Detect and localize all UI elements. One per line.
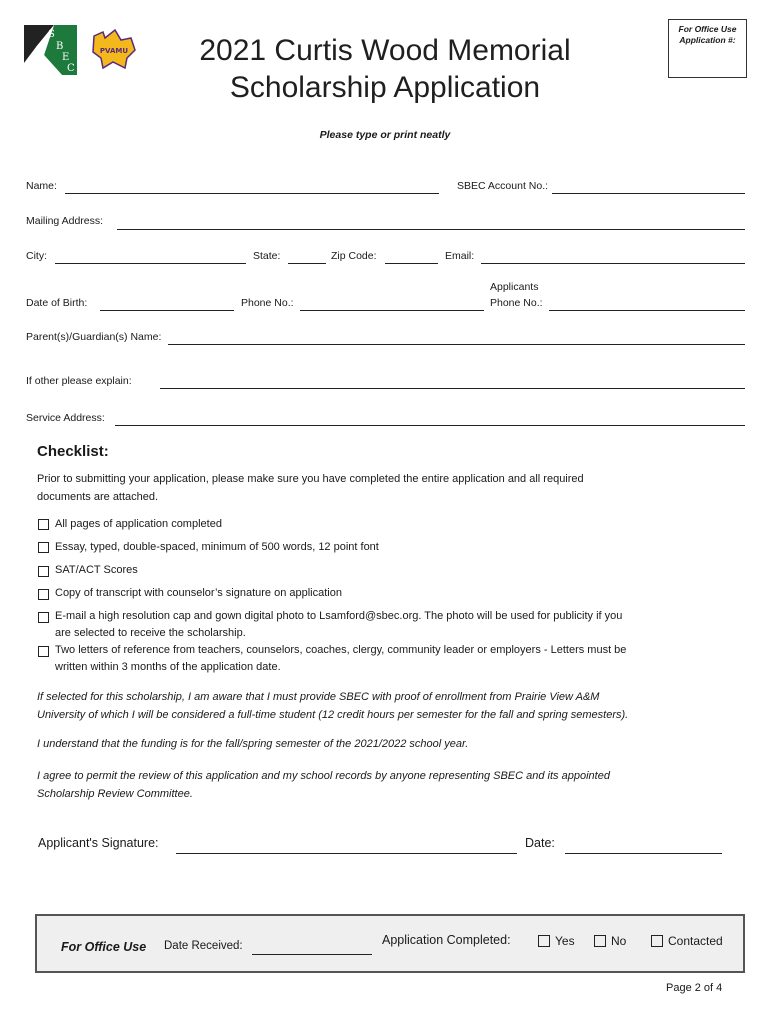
- pvamu-logo-text: PVAMU: [99, 47, 129, 55]
- checklist-checkbox[interactable]: [38, 542, 49, 553]
- dob-label: Date of Birth:: [26, 297, 88, 309]
- application-completed-label: Application Completed:: [382, 933, 511, 947]
- applicants-label: Applicants: [490, 281, 539, 293]
- city-field[interactable]: [55, 263, 246, 264]
- checklist-checkbox[interactable]: [38, 566, 49, 577]
- checklist-item-text: are selected to receive the scholarship.: [55, 627, 246, 639]
- checklist-checkbox[interactable]: [38, 612, 49, 623]
- subtitle: Please type or print neatly: [319, 129, 451, 141]
- email-field[interactable]: [481, 263, 745, 264]
- contacted-label: Contacted: [668, 934, 723, 948]
- checklist-item-text: All pages of application completed: [55, 518, 222, 530]
- checklist-checkbox[interactable]: [38, 519, 49, 530]
- sbec-logo-letter: S: [48, 29, 55, 40]
- checklist-item-text: Two letters of reference from teachers, counselors, coaches, clergy, community leader or employers - Letters must be: [55, 644, 627, 656]
- applicant-signature-label: Applicant's Signature:: [38, 836, 159, 850]
- title-line-1: 2021 Curtis Wood Memorial: [199, 34, 571, 67]
- applicants-phone-label: Phone No.:: [490, 297, 543, 309]
- sbec-logo-letter: E: [62, 52, 70, 63]
- statement-line: If selected for this scholarship, I am aware that I must provide SBEC with proof of enrollment from Prairie View A&M: [37, 691, 600, 703]
- yes-label: Yes: [555, 934, 575, 948]
- city-label: City:: [26, 250, 47, 262]
- office-use-footer: [35, 914, 745, 973]
- pvamu-logo: [91, 28, 137, 70]
- signature-date-label: Date:: [525, 836, 555, 850]
- application-number-label: Application #:: [679, 35, 736, 45]
- page-number: Page 2 of 4: [666, 982, 723, 994]
- mailing-label: Mailing Address:: [26, 215, 104, 227]
- mailing-field[interactable]: [117, 229, 745, 230]
- parent-label: Parent(s)/Guardian(s) Name:: [26, 331, 162, 343]
- checklist-item-text: written within 3 months of the application date.: [55, 661, 281, 673]
- checklist-checkbox[interactable]: [38, 646, 49, 657]
- statement-line: Scholarship Review Committee.: [37, 788, 193, 800]
- name-label: Name:: [26, 180, 57, 192]
- page-title: [150, 32, 620, 106]
- enrollment-statement: [37, 688, 734, 724]
- applicants-phone-field[interactable]: [549, 310, 745, 311]
- state-field[interactable]: [288, 263, 326, 264]
- checklist-intro-line: documents are attached.: [37, 491, 159, 503]
- no-label: No: [611, 934, 627, 948]
- other-label: If other please explain:: [26, 375, 132, 387]
- state-label: State:: [253, 250, 281, 262]
- statement-line: I agree to permit the review of this application and my school records by anyone representing SBEC and its appointed: [37, 770, 610, 782]
- checklist-item-text: E-mail a high resolution cap and gown digital photo to Lsamford@sbec.org. The photo will be used for publicity if you: [55, 610, 623, 622]
- other-field[interactable]: [160, 388, 745, 389]
- office-use-box: [668, 19, 747, 78]
- dob-field[interactable]: [100, 310, 234, 311]
- parent-field[interactable]: [168, 344, 745, 345]
- checklist-title: Checklist:: [37, 443, 109, 460]
- office-use-title: For Office Use: [61, 940, 147, 954]
- sbec-logo: [24, 25, 77, 75]
- checklist-intro: [37, 470, 737, 506]
- applicant-signature-field[interactable]: [176, 853, 517, 854]
- service-label: Service Address:: [26, 412, 105, 424]
- zip-label: Zip Code:: [331, 250, 377, 262]
- name-field[interactable]: [65, 193, 439, 194]
- checklist-intro-line: Prior to submitting your application, please make sure you have completed the entire application and all required: [37, 473, 584, 485]
- checklist-item-text: SAT/ACT Scores: [55, 564, 138, 576]
- review-statement: [37, 767, 734, 803]
- signature-date-field[interactable]: [565, 853, 722, 854]
- contacted-checkbox[interactable]: [651, 935, 663, 947]
- no-checkbox[interactable]: [594, 935, 606, 947]
- checklist-item-text: Copy of transcript with counselor’s signature on application: [55, 587, 342, 599]
- service-field[interactable]: [115, 425, 745, 426]
- sbec-logo-letter: C: [67, 63, 75, 74]
- phone-field[interactable]: [300, 310, 484, 311]
- office-use-label: For Office Use: [678, 24, 737, 34]
- checklist-checkbox[interactable]: [38, 589, 49, 600]
- sbec-logo-letter: B: [56, 41, 64, 52]
- funding-statement: I understand that the funding is for the fall/spring semester of the 2021/2022 school year.: [37, 738, 469, 750]
- account-label: SBEC Account No.:: [457, 180, 549, 192]
- yes-checkbox[interactable]: [538, 935, 550, 947]
- zip-field[interactable]: [385, 263, 438, 264]
- email-label: Email:: [445, 250, 475, 262]
- date-received-label: Date Received:: [164, 940, 243, 952]
- date-received-field[interactable]: [252, 954, 372, 955]
- title-line-2: Scholarship Application: [229, 71, 541, 104]
- phone-label: Phone No.:: [241, 297, 294, 309]
- checklist-item-text: Essay, typed, double-spaced, minimum of 500 words, 12 point font: [55, 541, 379, 553]
- account-field[interactable]: [552, 193, 745, 194]
- statement-line: University of which I will be considered a full-time student (12 credit hours per semester for the fall and spring semesters).: [37, 709, 629, 721]
